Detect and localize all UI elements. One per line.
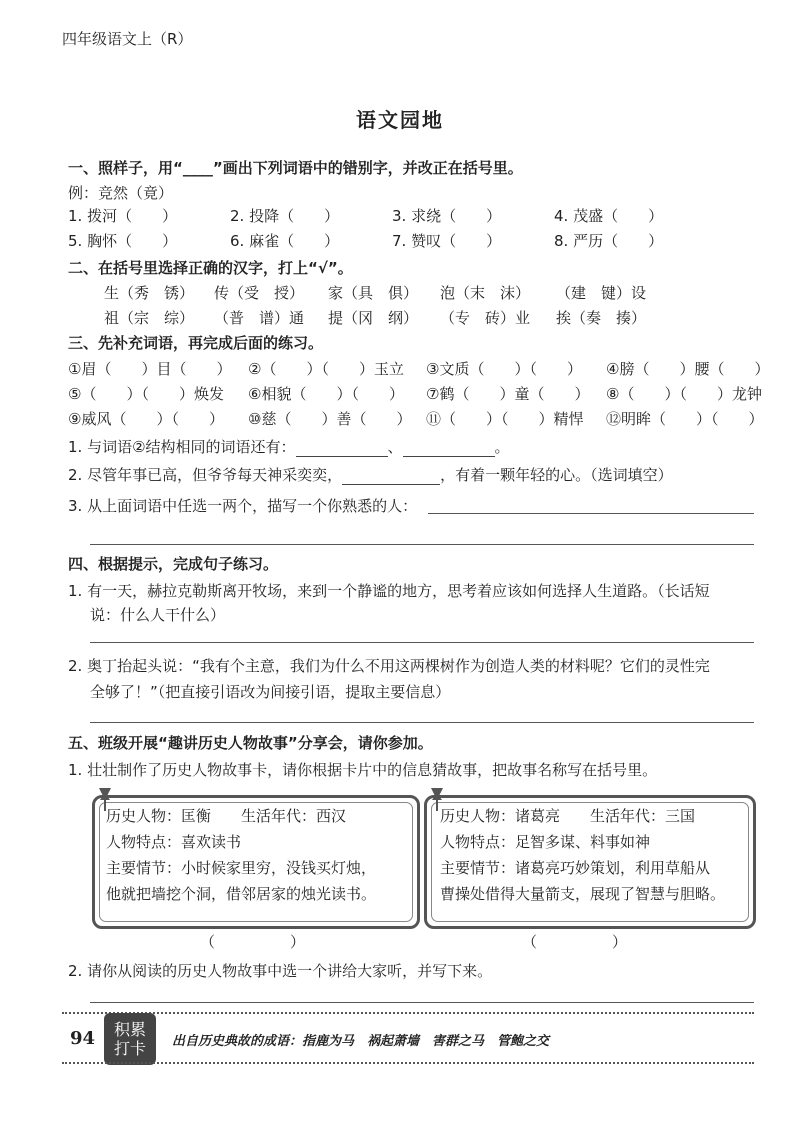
s1-item-8: 8. 严历（ ） [554, 232, 664, 250]
card-1-line-4: 他就把墙挖个洞，借邻居家的烛光读书。 [106, 885, 377, 903]
s4-q1-answer-line[interactable] [90, 642, 754, 643]
s5-q2-text: 2. 请你从阅读的历史人物故事中选一个讲给大家听，并写下来。 [68, 962, 493, 980]
s3-item-5: ⑤（ ）（ ）焕发 [68, 385, 224, 403]
footer-divider [62, 1012, 754, 1014]
s4-q2-line-2: 全够了！”（把直接引语改为间接引语，提取主要信息） [90, 683, 451, 701]
card-1-answer-bracket[interactable]: （ ） [200, 933, 306, 951]
s3-q1-blank-1[interactable] [296, 442, 388, 457]
s3-item-10: ⑩慈（ ）善（ ） [248, 410, 412, 428]
section-1-example: 例：竞然（竟） [68, 184, 174, 202]
s1-item-7: 7. 赞叹（ ） [392, 232, 502, 250]
s1-item-2: 2. 投降（ ） [230, 207, 340, 225]
s3-item-4: ④膀（ ）腰（ ） [606, 360, 770, 378]
s4-q1-line-1: 1. 有一天，赫拉克勒斯离开牧场，来到一个静谧的地方，思考着应该如何选择人生道路。（长话短 [68, 582, 710, 600]
s2-item-5: （建 键）设 [556, 284, 647, 302]
s3-item-6: ⑥相貌（ ）（ ） [248, 385, 404, 403]
card-2-answer-bracket[interactable]: （ ） [522, 933, 628, 951]
s2-item-3: 家（具 俱） [328, 284, 419, 302]
card-2-line-4: 曹操处借得大量箭支，展现了智慧与胆略。 [440, 885, 726, 903]
card-1-text [106, 803, 376, 907]
s3-item-7: ⑦鹤（ ）童（ ） [426, 385, 590, 403]
s3-q3-answer-line-2[interactable] [90, 544, 754, 545]
section-4-heading: 四、根据提示，完成句子练习。 [68, 555, 279, 573]
s2-item-8: 提（冈 纲） [328, 309, 419, 327]
s2-item-1: 生（秀 锈） [104, 284, 195, 302]
page-title: 语文园地 [356, 108, 444, 132]
s3-item-2: ②（ ）（ ）玉立 [248, 360, 404, 378]
s3-q3-answer-line-1[interactable] [428, 513, 754, 514]
accumulate-badge [104, 1013, 156, 1065]
s1-item-4: 4. 茂盛（ ） [554, 207, 664, 225]
s3-question-2 [68, 464, 673, 485]
card-1-line-1: 历史人物：匡衡 生活年代：西汉 [106, 807, 347, 825]
s2-item-4: 泡（末 沫） [440, 284, 531, 302]
card-1-line-2: 人物特点：喜欢读书 [106, 833, 242, 851]
s3-q1-blank-2[interactable] [403, 442, 495, 457]
footer-divider-bottom [62, 1062, 754, 1064]
s3-item-1: ①眉（ ）目（ ） [68, 360, 232, 378]
section-3-heading: 三、先补充词语，再完成后面的练习。 [68, 334, 324, 352]
s3-q3-text: 3. 从上面词语中任选一两个，描写一个你熟悉的人： [68, 497, 418, 515]
footer-idioms: 出自历史典故的成语：指鹿为马 祸起萧墙 害群之马 管鲍之交 [172, 1034, 550, 1049]
section-1-heading: 一、照样子，用“____”画出下列词语中的错别字，并改正在括号里。 [68, 159, 523, 177]
s3-item-12: ⑫明眸（ ）（ ） [606, 410, 764, 428]
s4-q1-line-2: 说：什么人干什么） [90, 606, 226, 624]
s1-item-6: 6. 麻雀（ ） [230, 232, 340, 250]
card-2-line-3: 主要情节：诸葛亮巧妙策划，利用草船从 [440, 859, 711, 877]
s3-item-9: ⑨威风（ ）（ ） [68, 410, 224, 428]
badge-line-1: 积累 [113, 1020, 146, 1039]
pin-icon [96, 786, 114, 816]
s3-q1-sep: 、 [387, 438, 403, 456]
s3-q2-end: ，有着一颗年轻的心。（选词填空） [440, 466, 673, 484]
s4-q2-line-1: 2. 奥丁抬起头说：“我有个主意，我们为什么不用这两棵树作为创造人类的材料呢？它们的灵性完 [68, 657, 710, 675]
badge-line-2: 打卡 [113, 1039, 146, 1058]
card-2-line-1: 历史人物：诸葛亮 生活年代：三国 [440, 807, 696, 825]
page-number: 94 [70, 1028, 96, 1049]
page-header: 四年级语文上（R） [62, 30, 193, 48]
card-2-line-2: 人物特点：足智多谋、料事如神 [440, 833, 651, 851]
card-2-text [440, 803, 725, 907]
s3-q1-end: 。 [494, 438, 510, 456]
s3-q1-text: 1. 与词语②结构相同的词语还有： [68, 438, 296, 456]
s2-item-7: （普 谱）通 [214, 309, 305, 327]
card-1-line-3: 主要情节：小时候家里穷，没钱买灯烛， [106, 859, 377, 877]
s3-item-11: ⑪（ ）（ ）精悍 [426, 410, 584, 428]
s1-item-5: 5. 胸怀（ ） [68, 232, 178, 250]
s2-item-6: 祖（宗 综） [104, 309, 195, 327]
s5-q1-text: 1. 壮壮制作了历史人物故事卡，请你根据卡片中的信息猜故事，把故事名称写在括号里。 [68, 761, 658, 779]
s2-item-2: 传（受 授） [214, 284, 305, 302]
s2-item-10: 挨（奏 揍） [556, 309, 647, 327]
s4-q2-answer-line[interactable] [90, 722, 754, 723]
s1-item-1: 1. 拨河（ ） [68, 207, 178, 225]
s1-item-3: 3. 求绕（ ） [392, 207, 502, 225]
s5-q2-answer-line[interactable] [90, 1002, 754, 1003]
s3-item-8: ⑧（ ）（ ）龙钟 [606, 385, 762, 403]
s3-q2-text: 2. 尽管年事已高，但爷爷每天神采奕奕， [68, 466, 343, 484]
pin-icon [428, 786, 446, 816]
s3-q2-blank[interactable] [342, 470, 440, 485]
section-5-heading: 五、班级开展“趣讲历史人物故事”分享会，请你参加。 [68, 734, 433, 752]
s3-item-3: ③文质（ ）（ ） [426, 360, 582, 378]
s2-item-9: （专 砖）业 [440, 309, 531, 327]
s3-question-1 [68, 436, 510, 457]
section-2-heading: 二、在括号里选择正确的汉字，打上“√”。 [68, 259, 353, 277]
